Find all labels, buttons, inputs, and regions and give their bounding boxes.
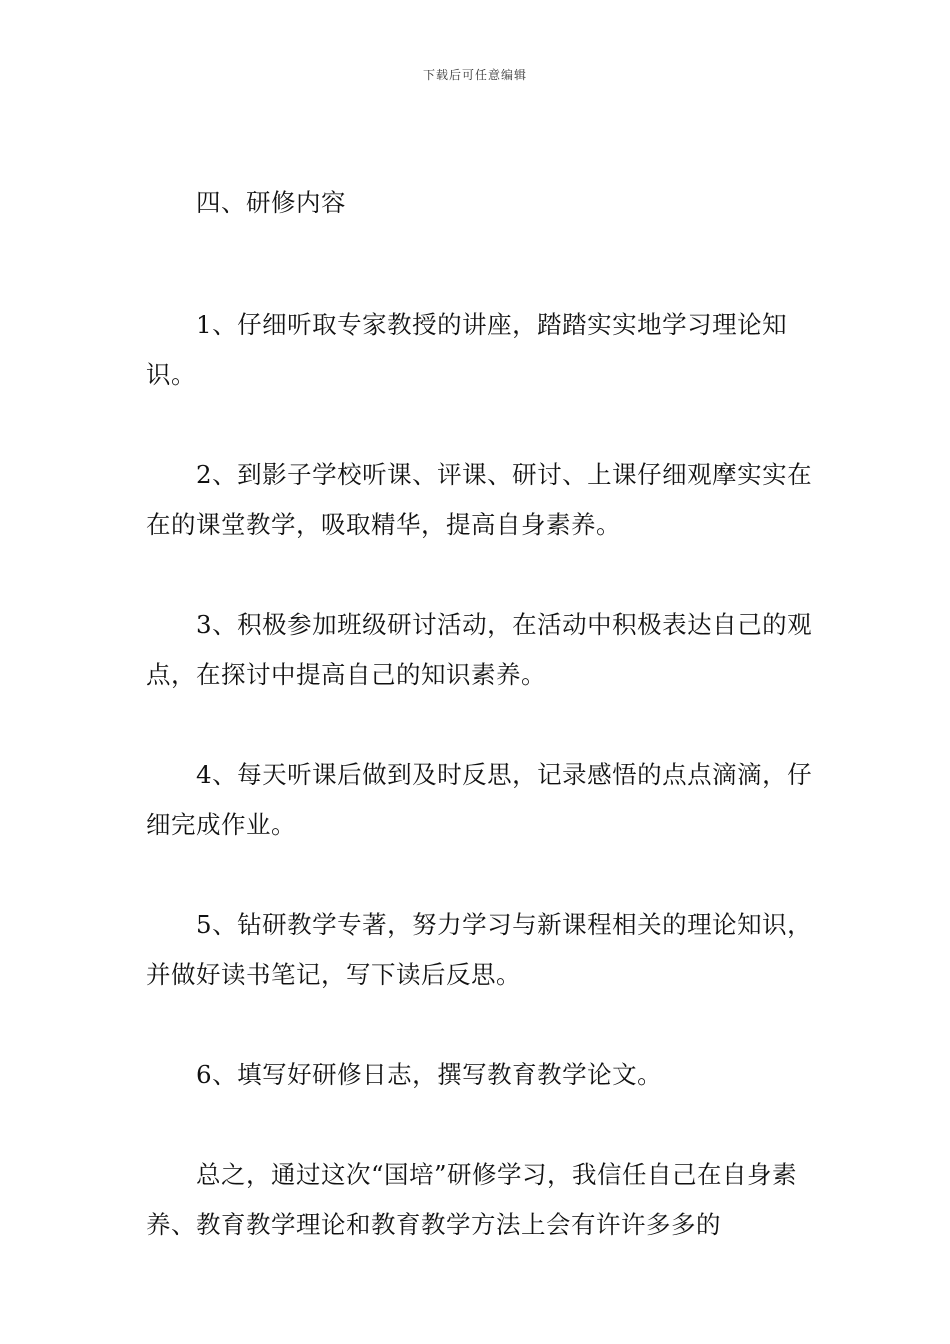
header-note: 下载后可任意编辑 — [422, 68, 527, 82]
section-heading: 四、研修内容 — [196, 188, 346, 217]
paragraph-item-5: 5、钻研教学专著，努力学习与新课程相关的理论知识，并做好读书笔记，写下读后反思。 — [146, 910, 813, 989]
conclusion-paragraph: 总之，通过这次“国培”研修学习，我信任自己在自身素养、教育教学理论和教育教学方法上会有许许多多的 — [146, 1160, 798, 1239]
paragraph-item-6: 6、填写好研修日志，撰写教育教学论文。 — [196, 1060, 663, 1089]
paragraph-item-2: 2、到影子学校听课、评课、研讨、上课仔细观摩实实在在的课堂教学，吸取精华，提高自身素养。 — [146, 460, 813, 539]
paragraph-item-1: 1、仔细听取专家教授的讲座，踏踏实实地学习理论知识。 — [146, 310, 788, 389]
paragraph-item-4: 4、每天听课后做到及时反思，记录感悟的点点滴滴，仔细完成作业。 — [146, 760, 813, 839]
paragraph-item-3: 3、积极参加班级研讨活动，在活动中积极表达自己的观点，在探讨中提高自己的知识素养。 — [146, 610, 813, 689]
document-body — [146, 178, 816, 1300]
